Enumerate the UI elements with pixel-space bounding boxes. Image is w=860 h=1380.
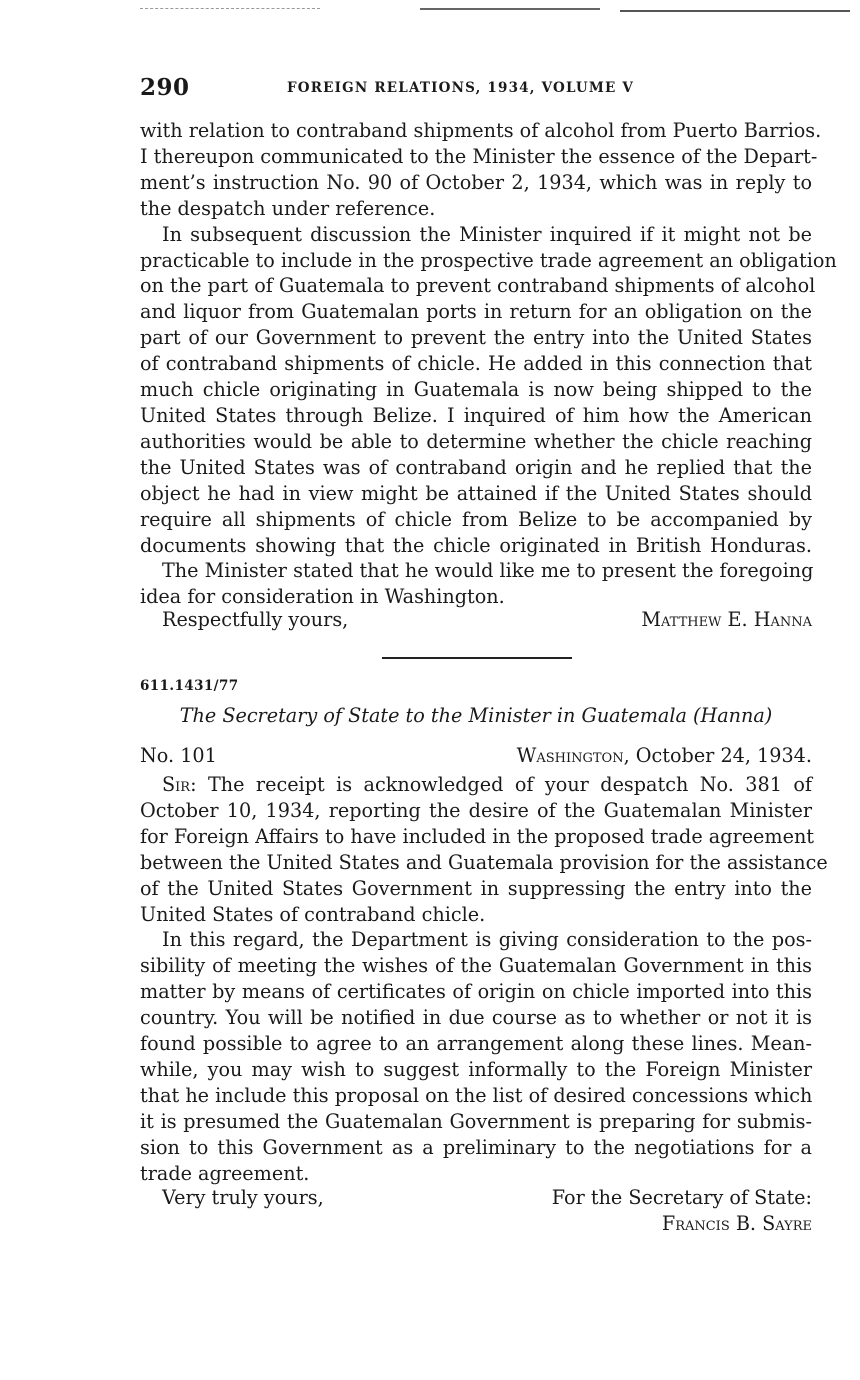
text-line: October 10, 1934, reporting the desire of the Guatemalan Minister xyxy=(140,798,812,822)
text-line: the United States was of contraband origin and he replied that the xyxy=(140,455,812,479)
running-head: FOREIGN RELATIONS, 1934, VOLUME V xyxy=(287,80,635,96)
dateline-row xyxy=(140,743,812,769)
text-line: that he include this proposal on the list of desired concessions which xyxy=(140,1083,813,1107)
scan-edge-mark xyxy=(420,8,600,10)
text-line: between the United States and Guatemala provision for the assistance xyxy=(140,850,828,874)
text-line: on the part of Guatemala to prevent contraband shipments of alcohol xyxy=(140,274,816,298)
section-divider xyxy=(382,657,572,659)
document-title: The Secretary of State to the Minister in Guatemala (Hanna) xyxy=(179,704,773,727)
letter1-body xyxy=(140,118,837,610)
text-line: trade agreement. xyxy=(140,1161,310,1185)
text-line-part: The receipt is acknowledged of your despatch No. 381 of xyxy=(196,773,812,796)
text-line: of the United States Government in suppressing the entry into the xyxy=(140,876,812,900)
text-line xyxy=(140,772,812,798)
text-line: the despatch under reference. xyxy=(140,196,436,220)
signature: Matthew E. Hanna xyxy=(641,608,812,631)
text-line: sion to this Government as a preliminary to the negotiations for a xyxy=(140,1135,812,1159)
letter2-closing-row xyxy=(140,1185,812,1211)
text-line: it is presumed the Guatemalan Government is preparing for submis- xyxy=(140,1109,812,1133)
text-line: idea for consideration in Washington. xyxy=(140,585,505,609)
page-header xyxy=(140,74,812,102)
date: October 24, 1934. xyxy=(635,744,812,767)
signature: Francis B. Sayre xyxy=(661,1212,812,1235)
text-line: The Minister stated that he would like me to present the foregoing xyxy=(162,559,814,583)
scan-edge-mark xyxy=(140,8,320,9)
text-line: matter by means of certificates of origin on chicle imported into this xyxy=(140,980,812,1004)
scan-edge-mark xyxy=(620,10,850,12)
text-line: much chicle originating in Guatemala is now being shipped to the xyxy=(140,378,812,402)
text-line: United States of contraband chicle. xyxy=(140,902,486,926)
text-line: I thereupon communicated to the Minister the essence of the Depart- xyxy=(140,144,818,168)
text-line: while, you may wish to suggest informally to the Foreign Minister xyxy=(140,1057,812,1081)
letter2-signature-row xyxy=(140,1211,812,1237)
text-line: ment’s instruction No. 90 of October 2, 1934, which was in reply to xyxy=(140,170,812,194)
text-line: found possible to agree to an arrangement along these lines. Mean- xyxy=(140,1032,812,1056)
file-number: 611.1431/77 xyxy=(140,678,239,694)
dateline xyxy=(517,743,812,769)
text-line: In this regard, the Department is giving consideration to the pos- xyxy=(162,928,812,952)
text-line: country. You will be notified in due course as to whether or not it is xyxy=(140,1006,812,1030)
text-line: for Foreign Affairs to have included in the proposed trade agreement xyxy=(140,824,815,848)
text-line: documents showing that the chicle originated in British Honduras. xyxy=(140,533,812,557)
text-line: sibility of meeting the wishes of the Guatemalan Government in this xyxy=(140,954,812,978)
page-number: 290 xyxy=(140,74,190,101)
text-line: require all shipments of chicle from Belize to be accompanied by xyxy=(140,507,812,531)
text-line: authorities would be able to determine whether the chicle reaching xyxy=(140,429,812,453)
signature-prefix: For the Secretary of State: xyxy=(551,1186,812,1209)
text-line: In subsequent discussion the Minister inquired if it might not be xyxy=(162,222,812,246)
letter1-closing-row xyxy=(140,607,812,633)
text-line: part of our Government to prevent the entry into the United States xyxy=(140,326,812,350)
place: Washington, xyxy=(516,744,630,767)
salutation: Sir: xyxy=(162,773,197,796)
letter2-body xyxy=(140,772,828,1187)
closing: Respectfully yours, xyxy=(162,608,349,631)
text-line: and liquor from Guatemalan ports in return for an obligation on the xyxy=(140,300,812,324)
text-line: object he had in view might be attained if the United States should xyxy=(140,481,812,505)
closing: Very truly yours, xyxy=(162,1186,324,1209)
text-line: with relation to contraband shipments of alcohol from Puerto Barrios. xyxy=(140,119,822,142)
text-line: United States through Belize. I inquired of him how the American xyxy=(140,403,812,427)
document-number: No. 101 xyxy=(140,744,217,767)
text-line: of contraband shipments of chicle. He added in this connection that xyxy=(140,352,812,376)
text-line: practicable to include in the prospective trade agreement an obligation xyxy=(140,248,837,272)
